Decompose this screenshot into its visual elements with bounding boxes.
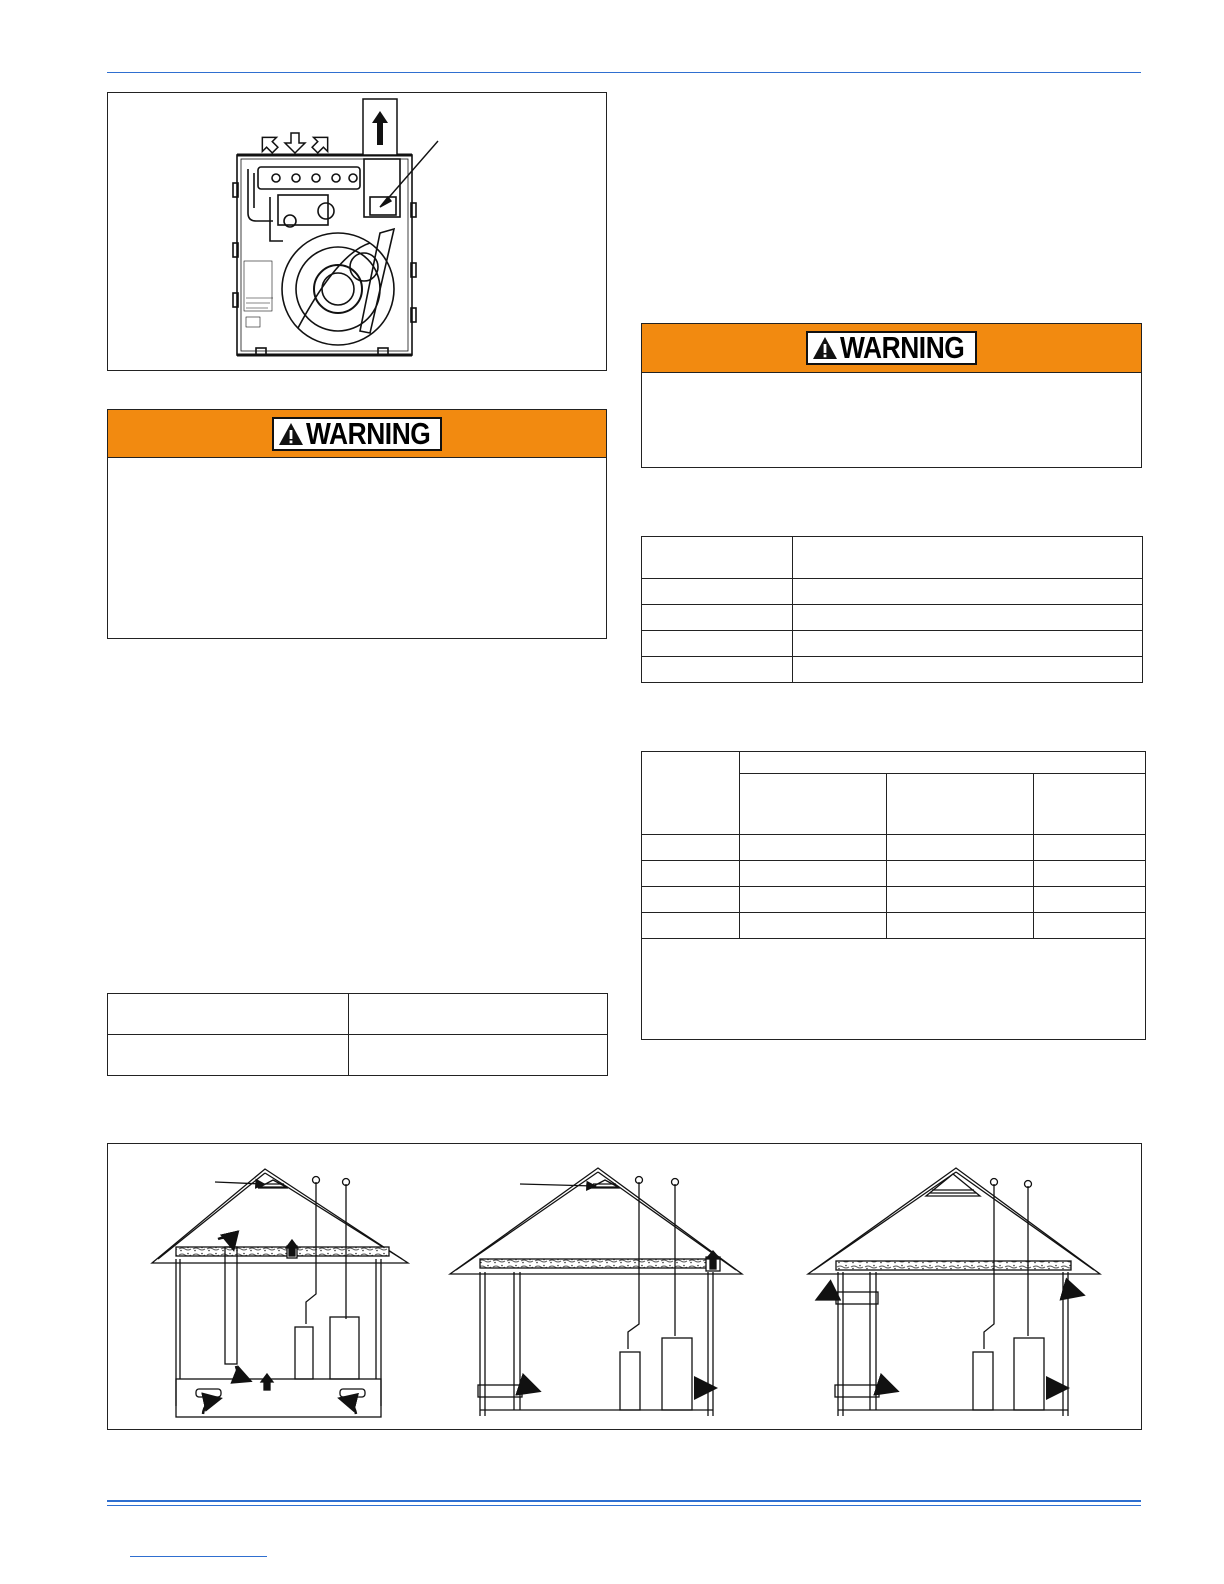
table-cell [642, 605, 793, 631]
table-cell [1034, 913, 1146, 939]
warning-header [108, 410, 606, 458]
table-cell [642, 657, 793, 683]
table-cell [1034, 861, 1146, 887]
warning-box-left [107, 409, 607, 639]
table-cell [740, 774, 887, 835]
table-notes-cell [642, 939, 1146, 1040]
footer-rule [107, 1500, 1141, 1502]
warning-label: WARNING [305, 415, 431, 451]
table-cell [740, 835, 887, 861]
ventilation-illustration [108, 1144, 1141, 1429]
table-cell [887, 887, 1034, 913]
table-cell [793, 537, 1143, 579]
table-cell [642, 861, 740, 887]
air-inlet-arrows-icon [255, 130, 334, 157]
table-cell [793, 579, 1143, 605]
furnace-illustration [108, 93, 606, 370]
spec-table-1 [641, 536, 1143, 683]
table-cell [642, 913, 740, 939]
table-cell [793, 631, 1143, 657]
ventilation-figure [107, 1143, 1142, 1430]
table-cell [793, 605, 1143, 631]
table-cell [642, 579, 793, 605]
table-cell [740, 861, 887, 887]
table-cell [740, 887, 887, 913]
table-cell [642, 537, 793, 579]
table-cell [887, 861, 1034, 887]
table-cell [887, 913, 1034, 939]
furnace-figure [107, 92, 607, 371]
table-cell [108, 1035, 349, 1076]
vent-up-arrow-icon [363, 99, 397, 155]
table-cell [349, 994, 608, 1035]
header-rule [107, 72, 1141, 73]
table-cell [108, 994, 349, 1035]
warning-triangle-icon [812, 335, 838, 361]
table-cell [887, 835, 1034, 861]
table-cell [349, 1035, 608, 1076]
ventilation-panel-1 [152, 1169, 408, 1417]
footer-rule-thin [107, 1505, 1141, 1506]
warning-box-right [641, 323, 1142, 468]
warning-label: WARNING [840, 330, 965, 365]
table-cell [642, 835, 740, 861]
table-cell [642, 631, 793, 657]
table-cell [1034, 774, 1146, 835]
ventilation-panel-3 [808, 1168, 1100, 1416]
table-cell [642, 752, 740, 835]
table-cell [740, 913, 887, 939]
table-cell [887, 774, 1034, 835]
ventilation-panel-2 [450, 1168, 742, 1416]
spec-table-3 [107, 993, 608, 1076]
warning-header [642, 324, 1141, 373]
table-cell [740, 752, 1146, 774]
table-cell [793, 657, 1143, 683]
footer-link-underline [130, 1556, 267, 1557]
warning-triangle-icon [278, 421, 304, 447]
warning-badge [806, 331, 976, 365]
table-cell [642, 887, 740, 913]
table-cell [1034, 835, 1146, 861]
spec-table-2 [641, 751, 1146, 1040]
warning-badge [272, 417, 442, 451]
table-cell [1034, 887, 1146, 913]
